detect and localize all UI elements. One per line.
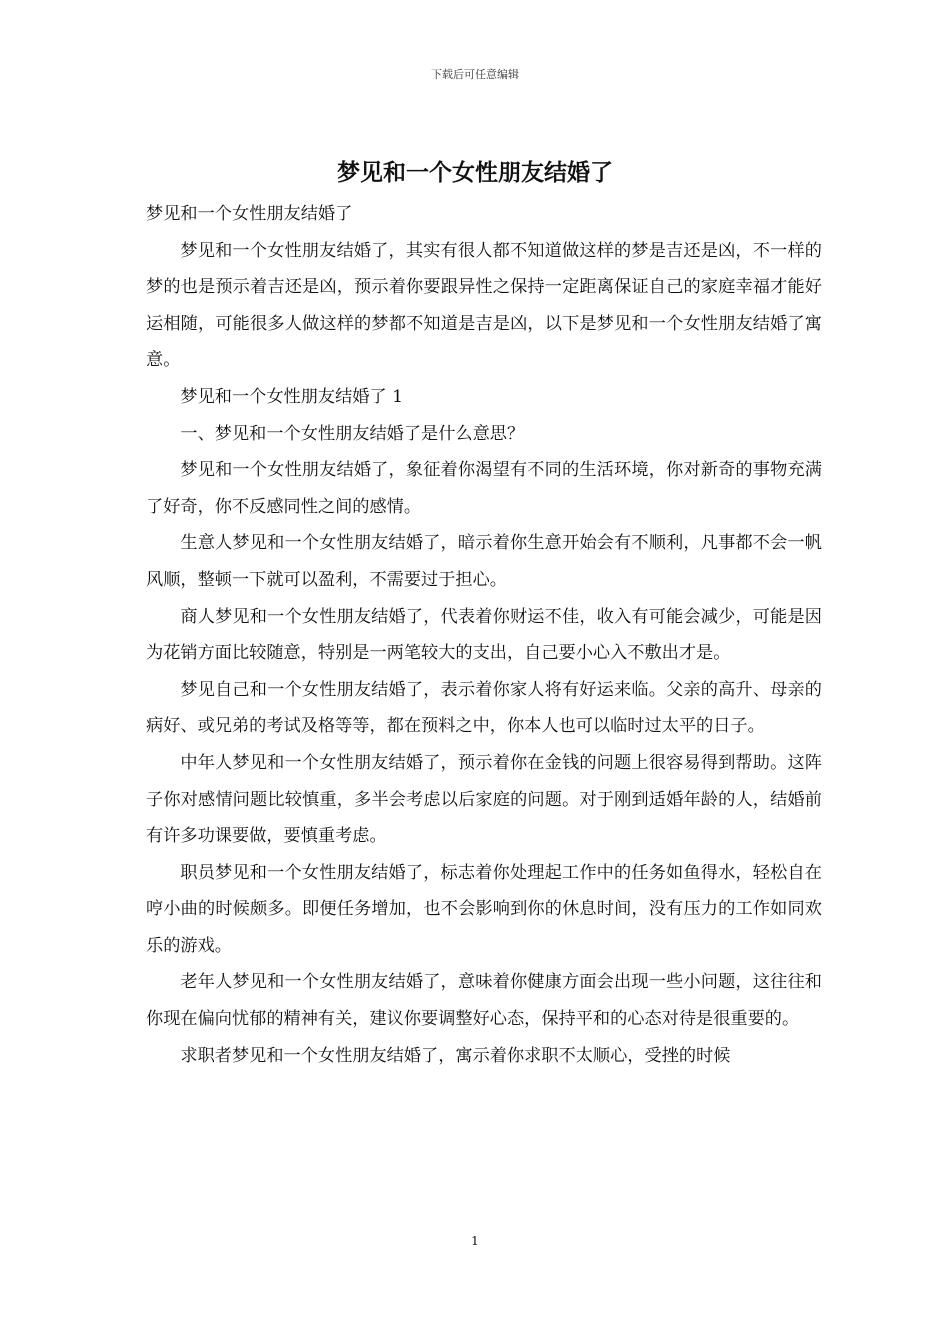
body-paragraph: 梦见自己和一个女性朋友结婚了，表示着你家人将有好运来临。父亲的高升、母亲的病好、或兄弟的考试及格等等，都在预料之中，你本人也可以临时过太平的日子。 xyxy=(146,679,822,737)
body-paragraph: 求职者梦见和一个女性朋友结婚了，寓示着你求职不太顺心，受挫的时候 xyxy=(180,1045,731,1066)
page-number: 1 xyxy=(471,1234,479,1248)
body-paragraph: 梦见和一个女性朋友结婚了，象征着你渴望有不同的生活环境，你对新奇的事物充满了好奇，你不反感同性之间的感情。 xyxy=(146,460,822,517)
document-body xyxy=(146,196,822,1074)
document-title: 梦见和一个女性朋友结婚了 xyxy=(337,159,613,186)
body-paragraph: 中年人梦见和一个女性朋友结婚了，预示着你在金钱的问题上很容易得到帮助。这阵子你对感情问题比较慎重，多半会考虑以后家庭的问题。对于刚到适婚年龄的人，结婚前有许多功课要做，要慎重考虑。 xyxy=(146,752,822,847)
intro-paragraph: 梦见和一个女性朋友结婚了，其实有很人都不知道做这样的梦是吉还是凶，不一样的梦的也是预示着吉还是凶，预示着你要跟异性之保持一定距离保证自己的家庭幸福才能好运相随，可能很多人做这样的梦都不知道是吉是凶，以下是梦见和一个女性朋友结婚了寓意。 xyxy=(146,240,822,371)
page-header-note: 下载后可任意编辑 xyxy=(431,68,519,81)
section-heading: 梦见和一个女性朋友结婚了 1 xyxy=(180,386,404,407)
body-paragraph: 老年人梦见和一个女性朋友结婚了，意味着你健康方面会出现一些小问题，这往往和你现在偏向忧郁的精神有关，建议你要调整好心态，保持平和的心态对待是很重要的。 xyxy=(146,972,822,1030)
body-paragraph: 生意人梦见和一个女性朋友结婚了，暗示着你生意开始会有不顺利，凡事都不会一帆风顺，整顿一下就可以盈利，不需要过于担心。 xyxy=(146,533,822,590)
question-heading: 一、梦见和一个女性朋友结婚了是什么意思？ xyxy=(180,423,525,444)
body-paragraph: 商人梦见和一个女性朋友结婚了，代表着你财运不佳，收入有可能会减少，可能是因为花销方面比较随意，特别是一两笔较大的支出，自己要小心入不敷出才是。 xyxy=(146,606,822,664)
body-paragraph: 职员梦见和一个女性朋友结婚了，标志着你处理起工作中的任务如鱼得水，轻松自在哼小曲的时候颇多。即便任务增加，也不会影响到你的休息时间，没有压力的工作如同欢乐的游戏。 xyxy=(146,862,822,956)
subtitle-paragraph: 梦见和一个女性朋友结婚了 xyxy=(146,204,353,224)
